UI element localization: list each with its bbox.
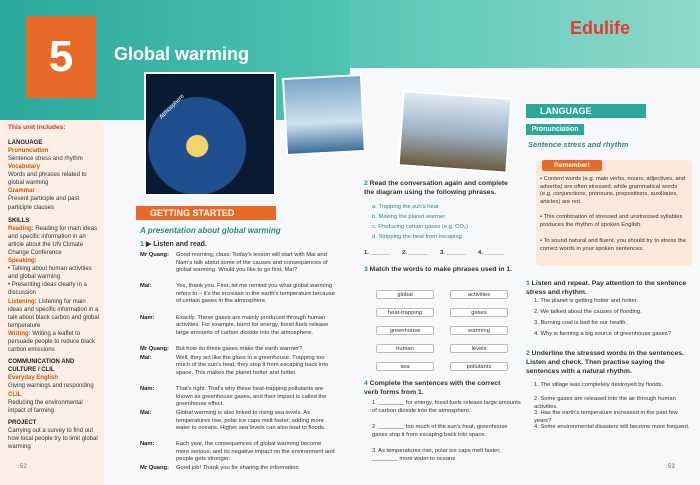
listening-heading: Listening: <box>8 298 37 305</box>
lang-ex2-heading <box>526 350 692 376</box>
dialog-line: That's right. That's why these heat-trapping pollutants are known as greenhouse gases, and their impact is called the greenhouse effect. <box>176 386 327 408</box>
everyday-text: Giving warnings and responding <box>8 383 94 390</box>
match-left-word[interactable]: global <box>376 290 434 299</box>
vocab-heading: Vocabulary <box>8 164 40 171</box>
listening-text: Listening for main ideas and specific information in a talk about black carbon and global temperature <box>8 298 100 329</box>
dialog-line: Each year, the consequences of global warming become more serious, and its negative impact on the environment and people gets stronger. <box>176 441 335 463</box>
right-banner <box>350 0 700 68</box>
lang-ex2-sentence: 1. The village was completely destroyed by floods. <box>534 382 664 388</box>
grammar-text: Present participle and past participle clauses <box>8 196 80 211</box>
remember-label: Remember! <box>542 160 602 171</box>
gs-subtitle: A presentation about global warming <box>140 226 281 235</box>
dialog-speaker: Mai: <box>140 410 152 416</box>
flood-photo <box>397 90 512 173</box>
comm-heading: COMMUNICATION AND CULTURE / CLIL <box>8 359 75 374</box>
match-left-word[interactable]: greenhouse <box>376 326 434 335</box>
dialog-line: But how do these gases make the earth warmer? <box>176 346 303 353</box>
dialog-speaker: Mai: <box>140 354 152 361</box>
sidebar-heading: This unit includes: <box>8 124 66 131</box>
ex4-text: Complete the sentences with the correct verb forms from 1. <box>364 380 501 396</box>
dialog-line: Exactly. These gases are mainly produced through human activities. For example, burnt for energy, fossil fuels release large amounts of carbon dioxide into the atmosphere. <box>176 314 329 336</box>
unit-number: 5 <box>26 16 96 98</box>
lang-ex1-number: 1 <box>526 280 530 287</box>
match-right-word[interactable]: levels <box>450 344 508 353</box>
grammar-heading: Grammar <box>8 188 35 195</box>
diagram-blank: 2. ______ <box>402 250 428 256</box>
dialog-line: Well, they act like the glass in a greenhouse. Trapping too much of the sun's heat, they stop it from escaping back into space. This makes the planet hotter and hotter. <box>176 354 329 376</box>
dialog-line: Global warming is also linked to rising sea levels. As temperatures rise, polar ice caps melt faster, adding more water to oceans. Higher sea levels can also lead to floods. <box>176 410 326 432</box>
diagram-blank: 1. ______ <box>364 250 390 256</box>
match-right-word[interactable]: gases <box>450 308 508 317</box>
match-right-word[interactable]: pollutants <box>450 362 508 371</box>
project-heading: PROJECT <box>8 419 37 426</box>
language-heading: LANGUAGE <box>8 139 43 146</box>
reading-text: Reading for main ideas and specific information in an article about the UN Climate Change Conference <box>8 225 98 256</box>
remember-point-1: • Content words (e.g. main verbs, nouns, adjectives, and adverbs) are often stressed, while grammatical words (e.g. conjunctions, pronouns, prepositions, auxiliaries, articles) are not. <box>540 176 686 205</box>
diagram-blank: 3. ______ <box>440 250 466 256</box>
ex4-sentence: 2. ________ too much of the sun's heat, greenhouse gases stop it from escaping back into space. <box>372 424 508 438</box>
pron-text: Sentence stress and rhythm <box>8 155 83 162</box>
ex4-sentence: 1. ________ for energy, fossil fuels release large amounts of carbon dioxide into the atmosphere. <box>372 400 521 414</box>
unit-title: Global warming <box>114 44 250 64</box>
right-page <box>350 0 700 485</box>
ex3-text: Match the words to make phrases used in 1. <box>369 266 513 273</box>
dialog-line: Good job! Thank you for sharing the information. <box>176 465 301 472</box>
ex4-number: 4 <box>364 380 368 387</box>
dialog-speaker: Nam: <box>140 314 155 321</box>
clil-heading: CLIL <box>8 391 22 398</box>
ex2-heading <box>364 180 514 198</box>
lang-ex2-number: 2 <box>526 350 530 357</box>
globe-image <box>144 72 276 196</box>
everyday-heading: Everyday English <box>8 375 59 382</box>
lang-ex2-text: Underline the stressed words in the sentences. Listen and check. Then practise saying the sentences with a natural rhythm. <box>526 350 684 375</box>
pronunciation-tab: Pronunciation <box>526 124 584 135</box>
language-title: LANGUAGE <box>526 104 646 118</box>
dialog-speaker: Mr Quang: <box>140 346 169 353</box>
reading-heading: Reading: <box>8 225 34 232</box>
edulife-logo: Edulife <box>570 18 631 38</box>
dialog-line: Good morning, class. Today's lesson will start with Mai and Nam's talk about some of the causes and consequences of global warming. Would you like to go first, Mai? <box>176 252 328 274</box>
lang-ex1-heading <box>526 280 692 298</box>
ex2-number: 2 <box>364 180 368 187</box>
dialog-speaker: Mai: <box>140 283 152 290</box>
ex1-number: 1 <box>140 241 144 248</box>
match-right-word[interactable]: activities <box>450 290 508 299</box>
lang-ex1-sentence: 4. Why is farming a big source of greenhouse gases? <box>534 331 671 337</box>
dialog-line: Yes, thank you. First, let me remind you what global warming refers to – it's the increase in the earth's temperature because of certain gases in the atmosphere. <box>176 283 335 305</box>
dialog-speaker: Nam: <box>140 386 155 393</box>
ex2-option: c. Producing certain gases (e.g. CO₂) <box>372 224 469 230</box>
ex2-option: b. Making the planet warmer <box>372 214 446 220</box>
atmosphere-label: Atmosphere <box>158 93 186 121</box>
ex1-heading <box>140 240 207 249</box>
lang-ex2-sentence: 3. Has the earth's temperature increased in the past few years? <box>534 410 678 424</box>
dialog-speaker: Mr Quang: <box>140 252 169 258</box>
iceberg-photo <box>282 74 366 156</box>
getting-started-title: GETTING STARTED <box>136 206 276 220</box>
ex3-heading <box>364 266 514 275</box>
remember-point-2: • This combination of stressed and unstressed syllables produces the rhythm of spoken English. <box>540 214 683 228</box>
page-number-left: 52 <box>20 464 27 470</box>
ex2-text: Read the conversation again and complete the diagram using the following phrases. <box>364 180 508 196</box>
remember-point-3: • To sound natural and fluent, you should try to stress the correct words in your spoken sentences. <box>540 238 686 252</box>
dialog-speaker: Nam: <box>140 441 155 448</box>
lang-ex1-sentence: 3. Burning coal is bad for our health. <box>534 320 628 326</box>
audio-icon[interactable]: ▶ <box>145 241 152 248</box>
lang-subtitle: Sentence stress and rhythm <box>528 140 629 149</box>
diagram-blank: 4. ______ <box>478 250 504 256</box>
lang-ex2-sentence: 4. Some environmental disasters will become more frequent. <box>534 424 690 430</box>
ex1-text: Listen and read. <box>153 241 207 248</box>
lang-ex1-sentence: 1. The planet is getting hotter and hotter. <box>534 298 638 304</box>
speaking-text-1: • Talking about human activities and global warming <box>8 266 92 281</box>
ex4-sentence: 3. As temperatures rise, polar ice caps melt faster, ________ more water to oceans. <box>372 448 501 462</box>
match-left-word[interactable]: heat-trapping <box>376 308 434 317</box>
project-text: Carrying out a survey to find out how local people try to limit global warming <box>8 427 98 451</box>
ex2-option: a. Trapping the sun's heat <box>372 204 439 210</box>
clil-text: Reducing the environmental impact of farming <box>8 399 83 414</box>
lang-ex1-sentence: 2. We talked about the causes of flooding. <box>534 309 642 315</box>
match-left-word[interactable]: sea <box>376 362 434 371</box>
writing-text: Writing a leaflet to persuade people to reduce black carbon emissions <box>8 330 96 354</box>
sidebar-content <box>8 124 100 451</box>
match-left-word[interactable]: human <box>376 344 434 353</box>
match-right-word[interactable]: warming <box>450 326 508 335</box>
ex4-heading <box>364 380 514 398</box>
ex2-option: d. Stopping the heat from escaping <box>372 234 462 240</box>
vocab-text: Words and phrases related to global warming <box>8 172 87 187</box>
pron-heading: Pronunciation <box>8 147 49 154</box>
writing-heading: Writing: <box>8 330 31 337</box>
lang-ex1-text: Listen and repeat. Pay attention to the sentence stress and rhythm. <box>526 280 687 296</box>
speaking-heading: Speaking: <box>8 258 37 265</box>
dialog-speaker: Mr Quang: <box>140 465 169 472</box>
page-number-right: 53 <box>668 464 675 470</box>
ex3-number: 3 <box>364 266 368 273</box>
lang-ex2-sentence: 2. Some gases are released into the air through human activities. <box>534 396 676 410</box>
skills-heading: SKILLS <box>8 217 30 224</box>
speaking-text-2: • Presenting ideas clearly in a discussion <box>8 282 87 297</box>
